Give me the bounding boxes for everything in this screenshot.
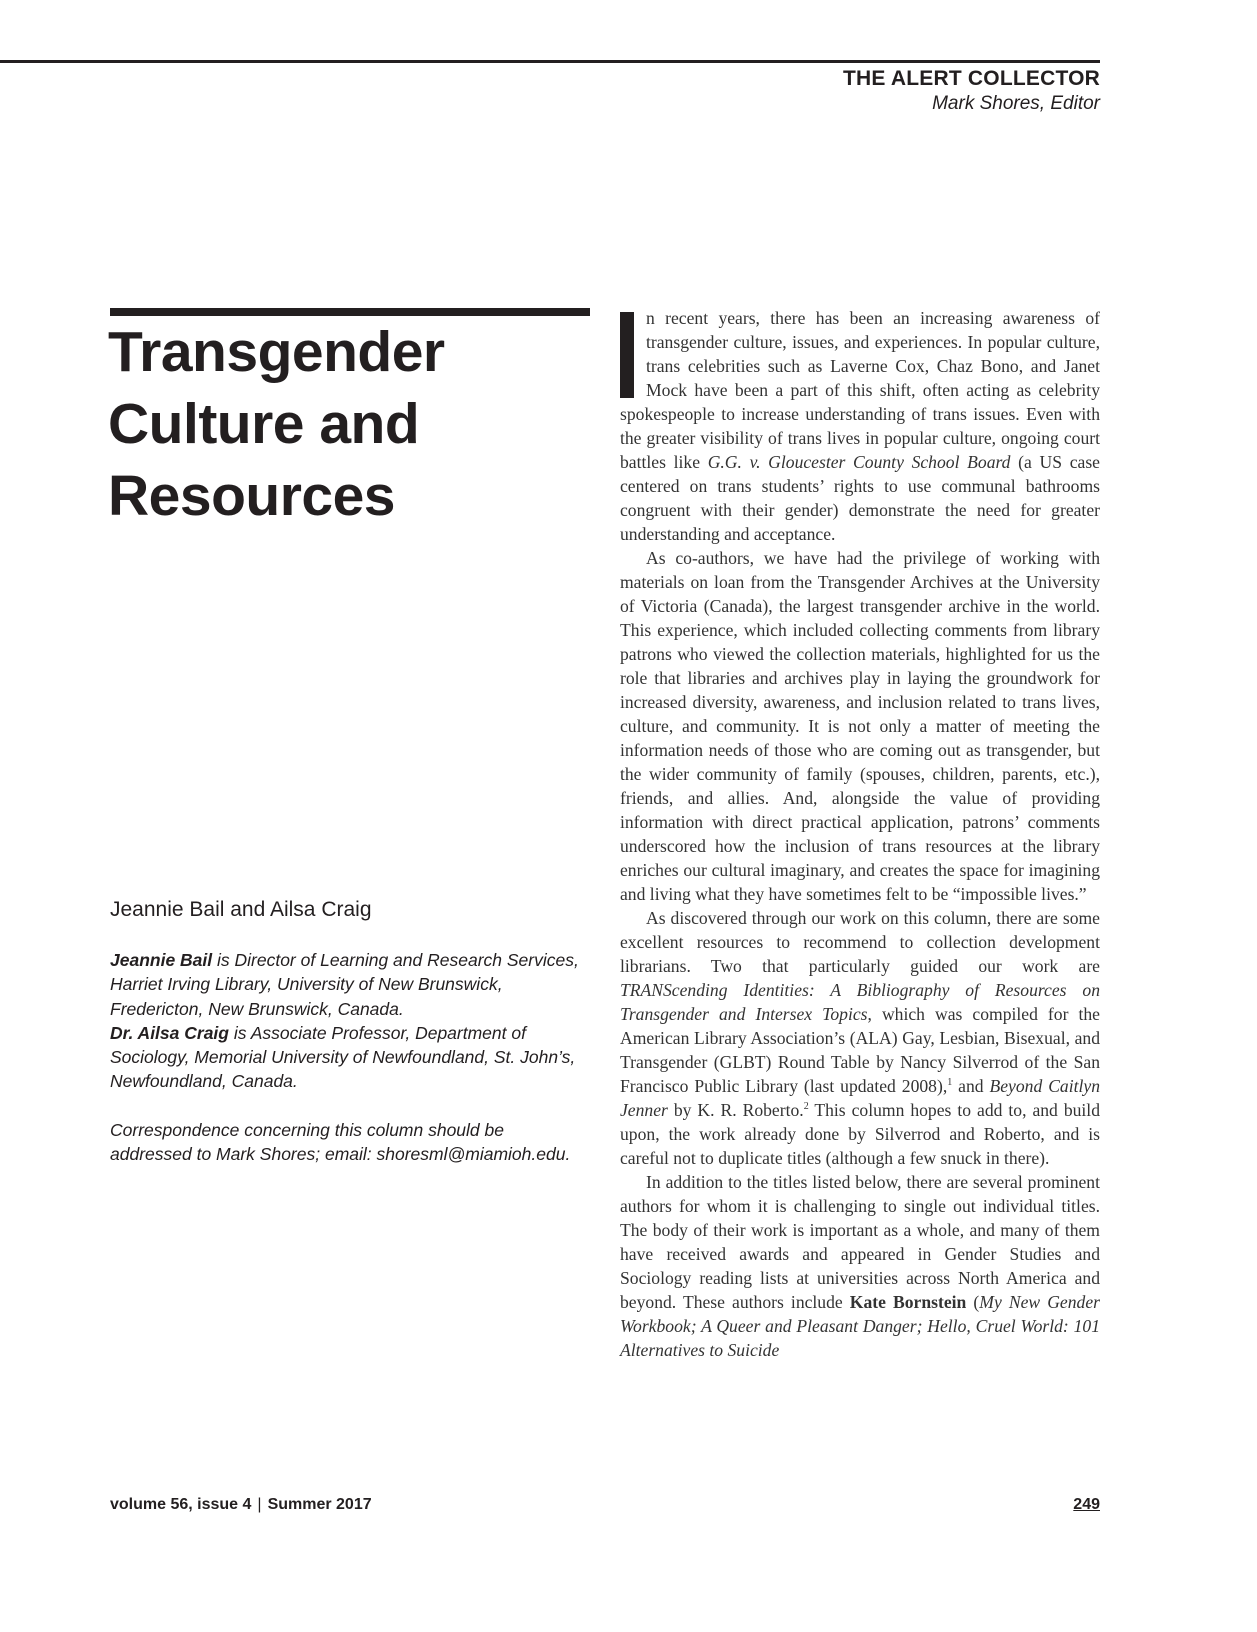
bio-author-1: Jeannie Bail is Director of Learning and Research Services, Harriet Irving Library, University of New Brunswick, Fredericton, New Brunswick, Canada. [110,950,579,1019]
paragraph-4: In addition to the titles listed below, there are several prominent authors for whom it is challenging to single out individual titles. The body of their work is important as a whole, and many of them have received awards and appeared in Gender Studies and Sociology reading lists at universities across North America and beyond. These authors include Kate Bornstein (My New Gender Workbook; A Queer and Pleasant Danger; Hello, Cruel World: 101 Alternatives to Suicide [620,1172,1100,1360]
drop-cap-i [620,312,634,398]
title-line-1: Transgender [108,320,445,384]
title-rule [110,308,590,316]
paragraph-2: As co-authors, we have had the privilege of working with materials on loan from the Transgender Archives at the University of Victoria (Canada), the largest transgender archive in the world. This experience, which included collecting comments from library patrons who viewed the collection materials, highlighted for us the role that libraries and archives play in laying the groundwork for increased diversity, awareness, and inclusion related to trans lives, culture, and community. It is not only a matter of meeting the information needs of those who are coming out as transgender, but the wider community of family (spouses, children, parents, etc.), friends, and allies. And, alongside the value of providing information with direct practical application, patrons’ comments underscored how the inclusion of trans resources at the library enriches our cultural imaginary, and creates the space for imagining and living what they have sometimes felt to be “impossible lives.” [620,548,1100,904]
bio-author-2-name: Dr. Ailsa Craig [110,1022,229,1043]
author-name-bornstein: Kate Bornstein [849,1292,967,1312]
footer-volume: volume 56, issue 4 [110,1496,252,1513]
footer-separator: | [257,1496,262,1513]
column-editor: Mark Shores, Editor [932,93,1100,114]
header-rule [0,60,1100,63]
column-title: THE ALERT COLLECTOR [843,67,1100,90]
article-title [108,316,588,532]
title-line-3: Resources [108,464,395,528]
page-number: 249 [1073,1496,1100,1513]
bio-author-2: Dr. Ailsa Craig is Associate Professor, Department of Sociology, Memorial University of Newfoundland, St. John’s, Newfoundland, Canada. [110,1022,576,1092]
paragraph-3: As discovered through our work on this column, there are some excellent resources to recommend to collection development librarians. Two that particularly guided our work are TRANScending Identities: A Bibliography of Resources on Transgender and Intersex Topics, which was compiled for the American Library Association’s (ALA) Gay, Lesbian, Bisexual, and Transgender (GLBT) Round Table by Nancy Silverrod of the San Francisco Public Library (last updated 2008),$^1$ and Beyond Caitlyn Jenner by K. R. Roberto.$^2$ This column hopes to add to, and build upon, the work already done by Silverrod and Roberto, and is careful not to duplicate titles (although a few snuck in there). [620,908,1100,1168]
article-authors: Jeannie Bail and Ailsa Craig [110,898,372,921]
footer-season: Summer 2017 [267,1496,372,1513]
correspondence-note: Correspondence concerning this column should be addressed to Mark Shores; email: shoresml@miamioh.edu. [110,1119,571,1165]
running-header [843,66,1100,116]
title-line-2: Culture and [108,392,420,456]
article-body [620,306,1100,1362]
footer-issue-info [110,1496,372,1514]
bio-author-1-name: Jeannie Bail [110,950,213,970]
author-bios [110,948,590,1166]
paragraph-1: n recent years, there has been an increasing awareness of transgender culture, issues, and experiences. In popular culture, trans celebrities such as Laverne Cox, Chaz Bono, and Janet Mock have been a part of this shift, often acting as celebrity spokespeople to increase understanding of trans issues. Even with the greater visibility of trans lives in popular culture, ongoing court battles like G.G. v. Gloucester County School Board (a US case centered on trans students’ rights to use communal bathrooms congruent with their gender) demonstrate the need for greater understanding and acceptance. [620,308,1100,544]
footnote-ref-2[interactable]: 2 [803,1101,809,1113]
footnote-ref-1[interactable]: 1 [947,1077,953,1089]
